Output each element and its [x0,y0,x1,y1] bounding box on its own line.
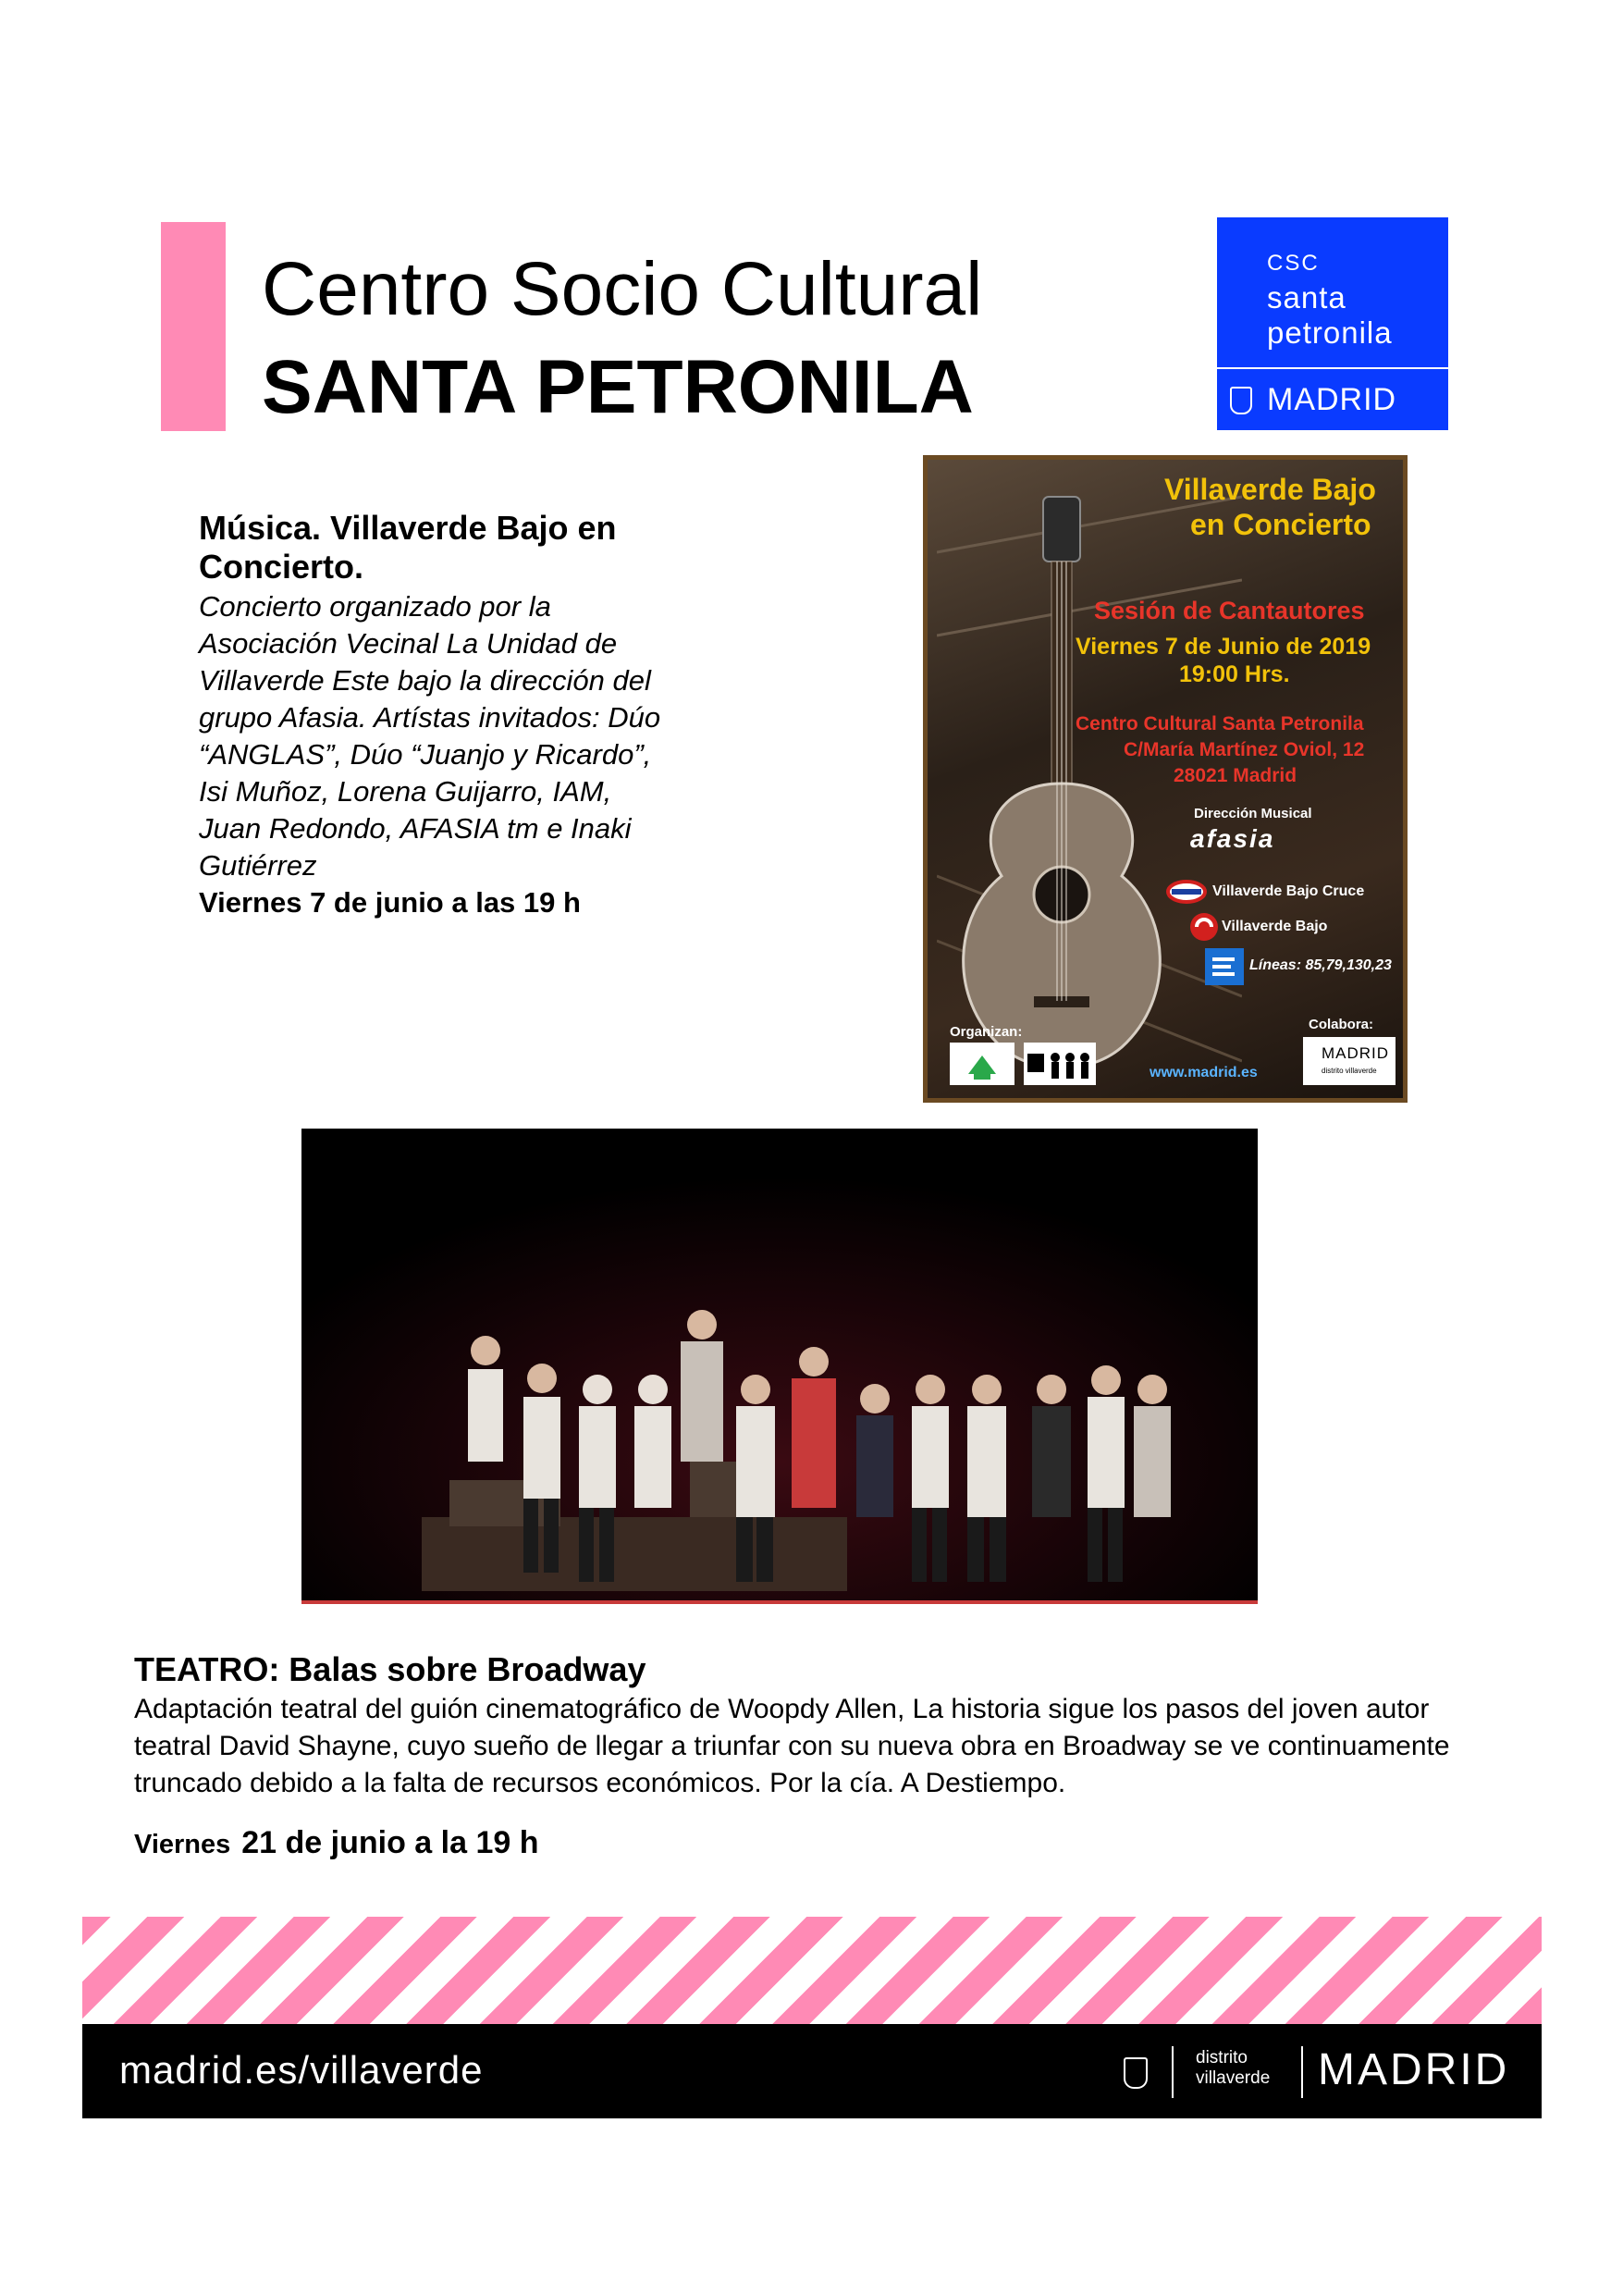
page-title-line2: SANTA PETRONILA [262,345,974,429]
poster-bus-lines: Líneas: 85,79,130,23 [1249,957,1392,973]
logo-petronila-text: petronila [1267,315,1393,350]
poster-direction-label: Dirección Musical [1194,806,1312,821]
footer-url-link[interactable]: madrid.es/villaverde [119,2048,484,2092]
footer-distrito-line2: villaverde [1196,2068,1271,2088]
poster-website: www.madrid.es [1150,1065,1258,1080]
music-event-title: Música. Villaverde Bajo en Concierto. [199,509,617,586]
footer-distrito-line1: distrito [1196,2048,1248,2068]
music-event [199,509,680,921]
poster-title-line1: Villaverde Bajo [1164,473,1376,506]
poster-title-line2: en Concierto [1190,508,1371,541]
concert-poster [923,455,1408,1103]
poster-street: C/María Martínez Oviol, 12 [1124,739,1365,760]
theater-date-main: 21 de junio a la 19 h [241,1825,539,1860]
theater-event [134,1650,1503,1868]
stage-edge [301,1600,1258,1604]
poster-time: 19:00 Hrs. [1179,661,1290,687]
organizer-logo-2 [1024,1043,1096,1085]
footer-distrito [1196,2048,1270,2089]
theater-event-title: TEATRO: Balas sobre Broadway [134,1650,646,1688]
logo-santa-text: santa [1267,280,1346,315]
collaborator-logo-sub: distrito villaverde [1322,1067,1377,1075]
logo-madrid-text: MADRID [1267,382,1397,417]
poster-cercanias-station: Villaverde Bajo [1222,919,1328,934]
collaborator-logo-text: MADRID [1322,1044,1390,1062]
theater-cast-image [301,1129,1258,1604]
logo-csc-text: CSC [1267,251,1320,276]
madrid-crest-icon [1230,387,1252,414]
poster-metro-station: Villaverde Bajo Cruce [1212,883,1365,899]
poster-session: Sesión de Cantautores [1094,597,1365,624]
bus-emt-icon [1203,946,1246,987]
music-event-description: Concierto organizado por la Asociación Vecinal La Unidad de Villaverde Este bajo la dirección del grupo Afasia. Artístas invitados: Dúo “ANGLAS”, Dúo “Juanjo y Ricardo”, Isi Muñoz, Lorena Guijarro, IAM, Juan Redondo, AFASIA tm e Inaki Gutiérrez [199,590,661,882]
csc-santa-petronila-logo [1217,217,1448,430]
house-icon [950,1043,1014,1085]
poster-collaborator-label: Colabora: [1309,1017,1374,1032]
logo-separator [1217,367,1448,369]
music-event-date: Viernes 7 de junio a las 19 h [199,886,581,919]
madrid-villaverde-logo [1303,1037,1396,1085]
organizer-logo-1 [950,1043,1014,1085]
madrid-crest-icon [1124,2057,1148,2089]
cercanias-icon [1188,911,1220,943]
footer-bar [82,2024,1542,2118]
accent-bar [161,222,226,431]
footer-divider [1301,2046,1303,2098]
poster-organizers-label: Organizan: [950,1024,1023,1040]
band-silhouette-icon [1024,1043,1096,1085]
footer-divider [1172,2046,1174,2098]
footer-madrid-logo: MADRID [1318,2045,1510,2094]
poster-city: 28021 Madrid [1174,765,1297,786]
afasia-logo: afasia [1190,824,1275,853]
theater-date-prefix: Viernes [134,1830,231,1859]
decorative-stripes [82,1917,1542,2024]
theater-event-description: Adaptación teatral del guión cinematográfico de Woopdy Allen, La historia sigue los pasos del joven autor teatral David Shayne, cuyo sueño de llegar a triunfar con su nueva obra en Broadway se ve continuamente truncado debido a la falta de recursos económicos. Por la cía. A Destiempo. [134,1694,1450,1798]
metro-icon [1166,880,1207,904]
poster-date: Viernes 7 de Junio de 2019 [1076,634,1371,660]
page-title-line1: Centro Socio Cultural [262,247,983,331]
theater-stage-photo [301,1129,1258,1604]
poster-venue: Centro Cultural Santa Petronila [1076,713,1364,734]
theater-event-date [134,1824,1503,1868]
